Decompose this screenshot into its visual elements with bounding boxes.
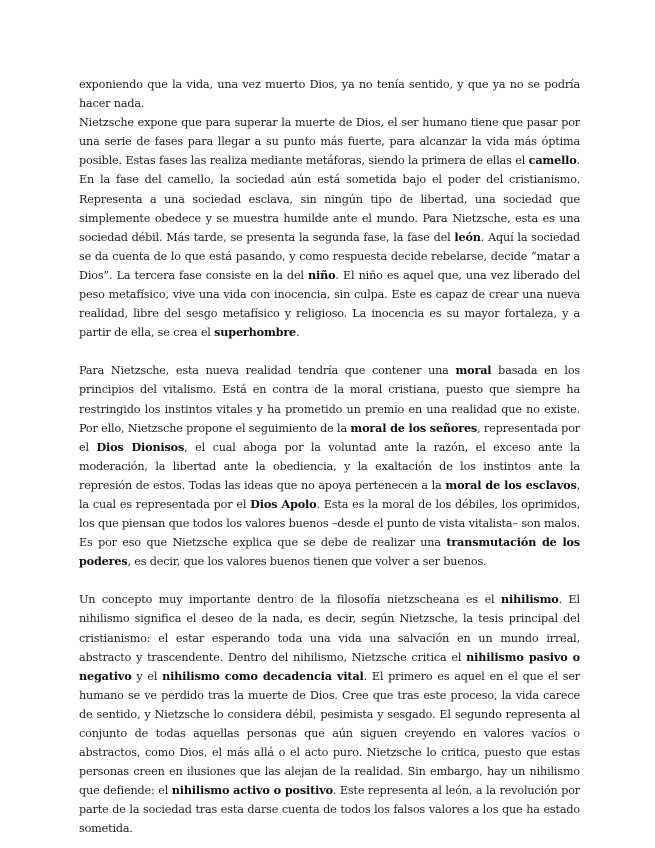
paragraph-spacer — [79, 571, 580, 590]
text-run: . El niño es aquel que, una vez liberado del peso metafísico, vive una vida con inocencia, sin culpa. Este es capaz de crear una nueva realidad, libre del sesgo metafísico y religioso. La inocencia es su mayor fortaleza, y a partir de ella, se crea el — [79, 268, 580, 340]
bold-term: moral de los esclavos — [445, 477, 577, 492]
text-run: y el — [131, 669, 163, 683]
text-run: . En la fase del camello, la sociedad aún está sometida bajo el poder del cristianismo. Representa a una sociedad esclava, sin ningún tipo de libertad, una sociedad que simplemente obedece y se muestra humilde ante el mundo. Para Nietzsche, esta es una sociedad débil. Más tarde, se presenta la segunda fase, la fase del — [79, 154, 580, 244]
bold-term: Dios Apolo — [250, 496, 317, 511]
bold-term: moral de los señores — [350, 420, 478, 435]
text-run: , el cual aboga por la voluntad ante la razón, el exceso ante la moderación, la libertad ante la obediencia, y la exaltación de los instintos ante la represión de estos. Todas las ideas que no apoya pertenecen a la — [79, 440, 581, 492]
text-run: , es decir, que los valores buenos tienen que volver a ser buenos. — [127, 555, 487, 569]
text-run: basada en los principios del vitalismo. Está en contra de la moral cristiana, puesto que siempre ha restringido los instintos vitales y ha prometido un premio en una realidad que no existe. Por ello, Nietzsche propone el seguimiento de la — [79, 364, 580, 435]
bold-term: león — [454, 229, 481, 244]
text-run: Nietzsche expone que para superar la muerte de Dios, el ser humano tiene que pasar por una serie de fases para llegar a su punto más fuerte, para alcanzar la vida más óptima posible. Estas fases las realiza mediante metáforas, siendo la primera de ellas el — [79, 116, 580, 168]
bold-term: moral — [455, 363, 492, 378]
bold-term: transmutación de los poderes — [79, 535, 581, 569]
text-run: exponiendo que la vida, una vez muerto Dios, ya no tenía sentido, y que ya no se podría hacer nada. — [79, 78, 580, 111]
paragraph-spacer — [79, 342, 580, 361]
paragraph-p1 — [79, 75, 580, 113]
bold-term: camello — [528, 153, 577, 168]
bold-term: nihilismo activo o positivo — [171, 783, 333, 798]
text-run: , representada por el — [79, 421, 580, 454]
text-run: . — [296, 326, 300, 340]
bold-term: Dios Dionisos — [96, 439, 185, 454]
text-run: . Aquí la sociedad se da cuenta de lo que está pasando, y como respuesta decide rebelarse, decide “matar a Dios”. La tercera fase consiste en la del — [79, 230, 580, 282]
text-run: . El nihilismo significa el deseo de la nada, es decir, según Nietzsche, la tesis principal del cristianismo: el estar esperando toda una vida una salvación en un mundo irreal, abstracto y trascendente. Dentro del nihilismo, Nietzsche critica el — [79, 593, 580, 664]
bold-term: nihilismo pasivo o negativo — [79, 649, 580, 683]
bold-term: nihilismo — [501, 592, 559, 607]
text-run: . Esta es la moral de los débiles, los oprimidos, los que piensan que todos los valores buenos –desde el punto de vista vitalista– son malos. Es por eso que Nietzsche explica que se debe de realizar una — [79, 497, 580, 550]
paragraph-p3 — [79, 361, 580, 571]
bold-term: nihilismo como decadencia vital — [162, 668, 364, 683]
text-run: Un concepto muy importante dentro de la filosofía nietzscheana es el — [79, 593, 502, 607]
text-run: Para Nietzsche, esta nueva realidad tendría que contener una — [79, 364, 456, 378]
text-run: . El primero es aquel en el que el ser humano se ve perdido tras la muerte de Dios. Cree que tras este proceso, la vida carece de sentido, y Nietzsche lo considera débil, pesimista y sesgado. El segundo representa al conjunto de todas aquellas personas que aún siguen creyendo en valores vacíos o abstractos, como Dios, el más allá o el acto puro. Nietzsche lo critica, puesto que estas personas creen en ilusiones que las alejan de la realidad. Sin embargo, hay un nihilismo que defiende: el — [79, 669, 581, 798]
document-page — [79, 75, 580, 839]
paragraph-p4 — [79, 590, 580, 838]
bold-term: niño — [308, 267, 336, 282]
bold-term: superhombre — [214, 325, 297, 340]
text-run: . Este representa al león, a la revolución por parte de la sociedad tras esta darse cuenta de todos los falsos valores a los que ha estado sometida. — [79, 784, 580, 836]
text-run: , la cual es representada por el — [79, 478, 580, 511]
paragraph-p2 — [79, 113, 580, 342]
